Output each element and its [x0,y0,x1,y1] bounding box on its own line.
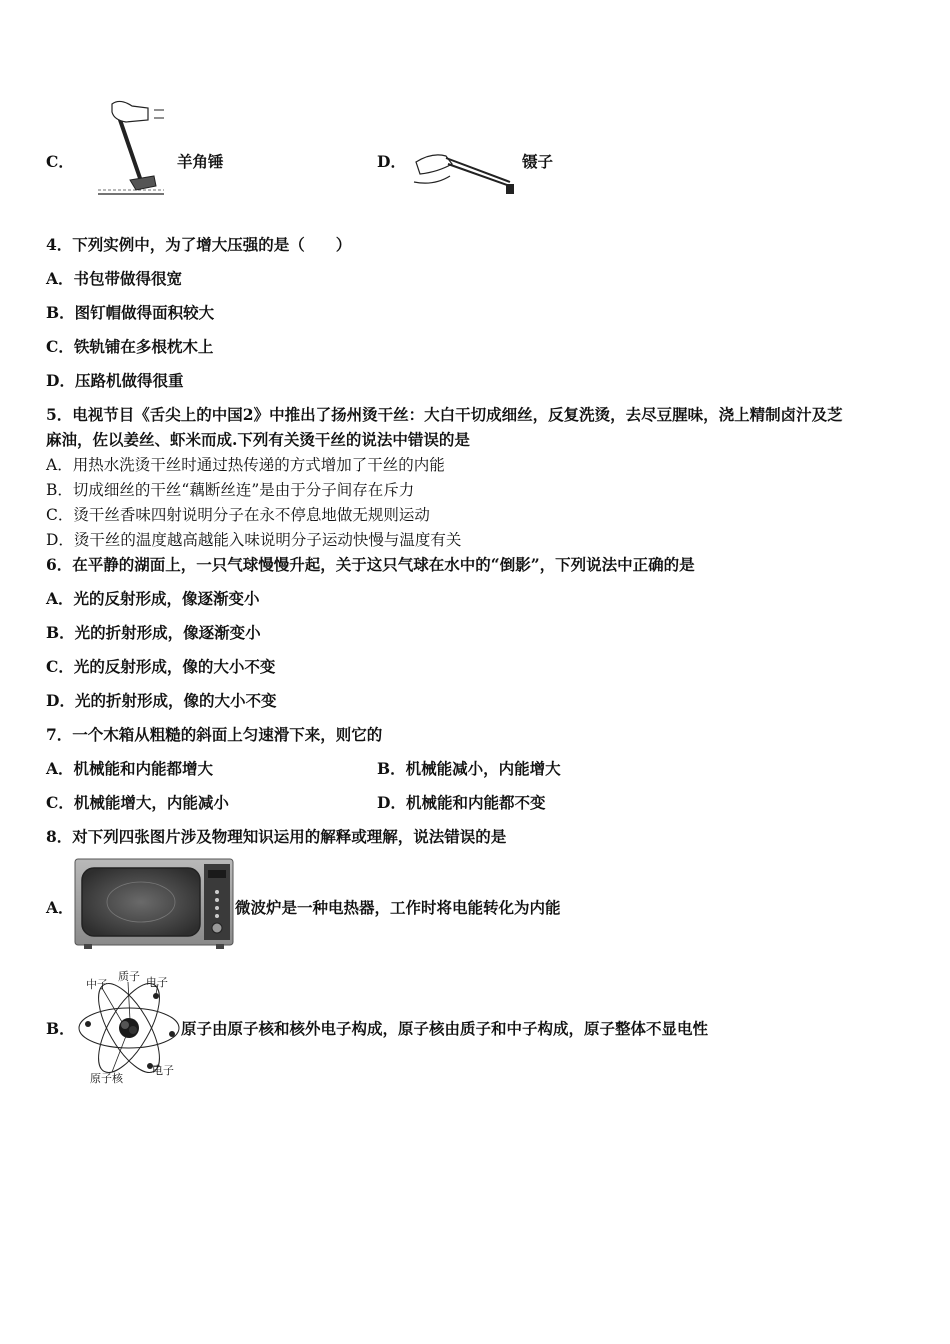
q7-option-a: A．机械能和内能都增大 [46,759,214,778]
q7-option-b: B．机械能减小，内能增大 [377,759,561,778]
q8-option-b-letter: B． [46,1019,75,1038]
q8-option-a-text: 微波炉是一种电热器，工作时将电能转化为内能 [235,898,561,917]
q5-option-c: C．烫干丝香味四射说明分子在永不停息地做无规则运动 [46,506,430,524]
q5-option-d: D．烫干丝的温度越高越能入味说明分子运动快慢与温度有关 [46,531,462,549]
claw-hammer-figure [96,100,166,198]
atom-label-electron-top: 电子 [146,976,168,989]
atom-label-electron-bottom: 电子 [152,1064,174,1077]
atom-label-neutron: 中子 [86,978,108,991]
q7-stem: 7．一个木箱从粗糙的斜面上匀速滑下来，则它的 [46,725,383,744]
q4-option-d: D．压路机做得很重 [46,371,184,390]
q4-stem: 4．下列实例中，为了增大压强的是（ ） [46,235,352,254]
microwave-oven-figure [74,858,234,950]
q8-option-b-text: 原子由原子核和核外电子构成，原子核由质子和中子构成，原子整体不显电性 [181,1019,709,1038]
q6-option-d: D．光的折射形成，像的大小不变 [46,691,277,710]
q8-stem: 8．对下列四张图片涉及物理知识运用的解释或理解，说法错误的是 [46,827,507,846]
tweezers-figure [412,146,520,198]
q7-option-d: D．机械能和内能都不变 [377,793,546,812]
q6-option-c: C．光的反射形成，像的大小不变 [46,657,276,676]
q4-option-b: B．图钉帽做得面积较大 [46,303,215,322]
q3-option-d-label: 镊子 [522,152,554,171]
q5-stem-line1: 5．电视节目《舌尖上的中国2》中推出了扬州烫干丝：大白干切成细丝，反复洗烫，去尽豆腥味，浇上精制卤汁及芝 [46,405,843,424]
q4-option-c: C．铁轨铺在多根枕木上 [46,337,214,356]
q5-stem-line2: 麻油，佐以姜丝、虾米而成.下列有关烫干丝的说法中错误的是 [46,430,470,449]
q8-option-a-letter: A． [46,898,74,917]
q7-option-c: C．机械能增大，内能减小 [46,793,229,812]
atom-label-nucleus: 原子核 [90,1072,123,1085]
q5-option-b: B．切成细丝的干丝“藕断丝连”是由于分子间存在斥力 [46,481,415,499]
q3-option-d-letter: D． [377,152,406,171]
atom-structure-figure [76,966,182,1088]
q3-option-c-letter: C． [46,152,74,171]
q6-option-a: A．光的反射形成，像逐渐变小 [46,589,260,608]
q6-option-b: B．光的折射形成，像逐渐变小 [46,623,261,642]
q6-stem: 6．在平静的湖面上，一只气球慢慢升起，关于这只气球在水中的“倒影”，下列说法中正确的是 [46,555,695,574]
atom-label-proton: 质子 [118,970,140,983]
q5-option-a: A．用热水洗烫干丝时通过热传递的方式增加了干丝的内能 [46,456,445,474]
q4-option-a: A．书包带做得很宽 [46,269,183,288]
q3-option-c-label: 羊角锤 [177,152,224,171]
